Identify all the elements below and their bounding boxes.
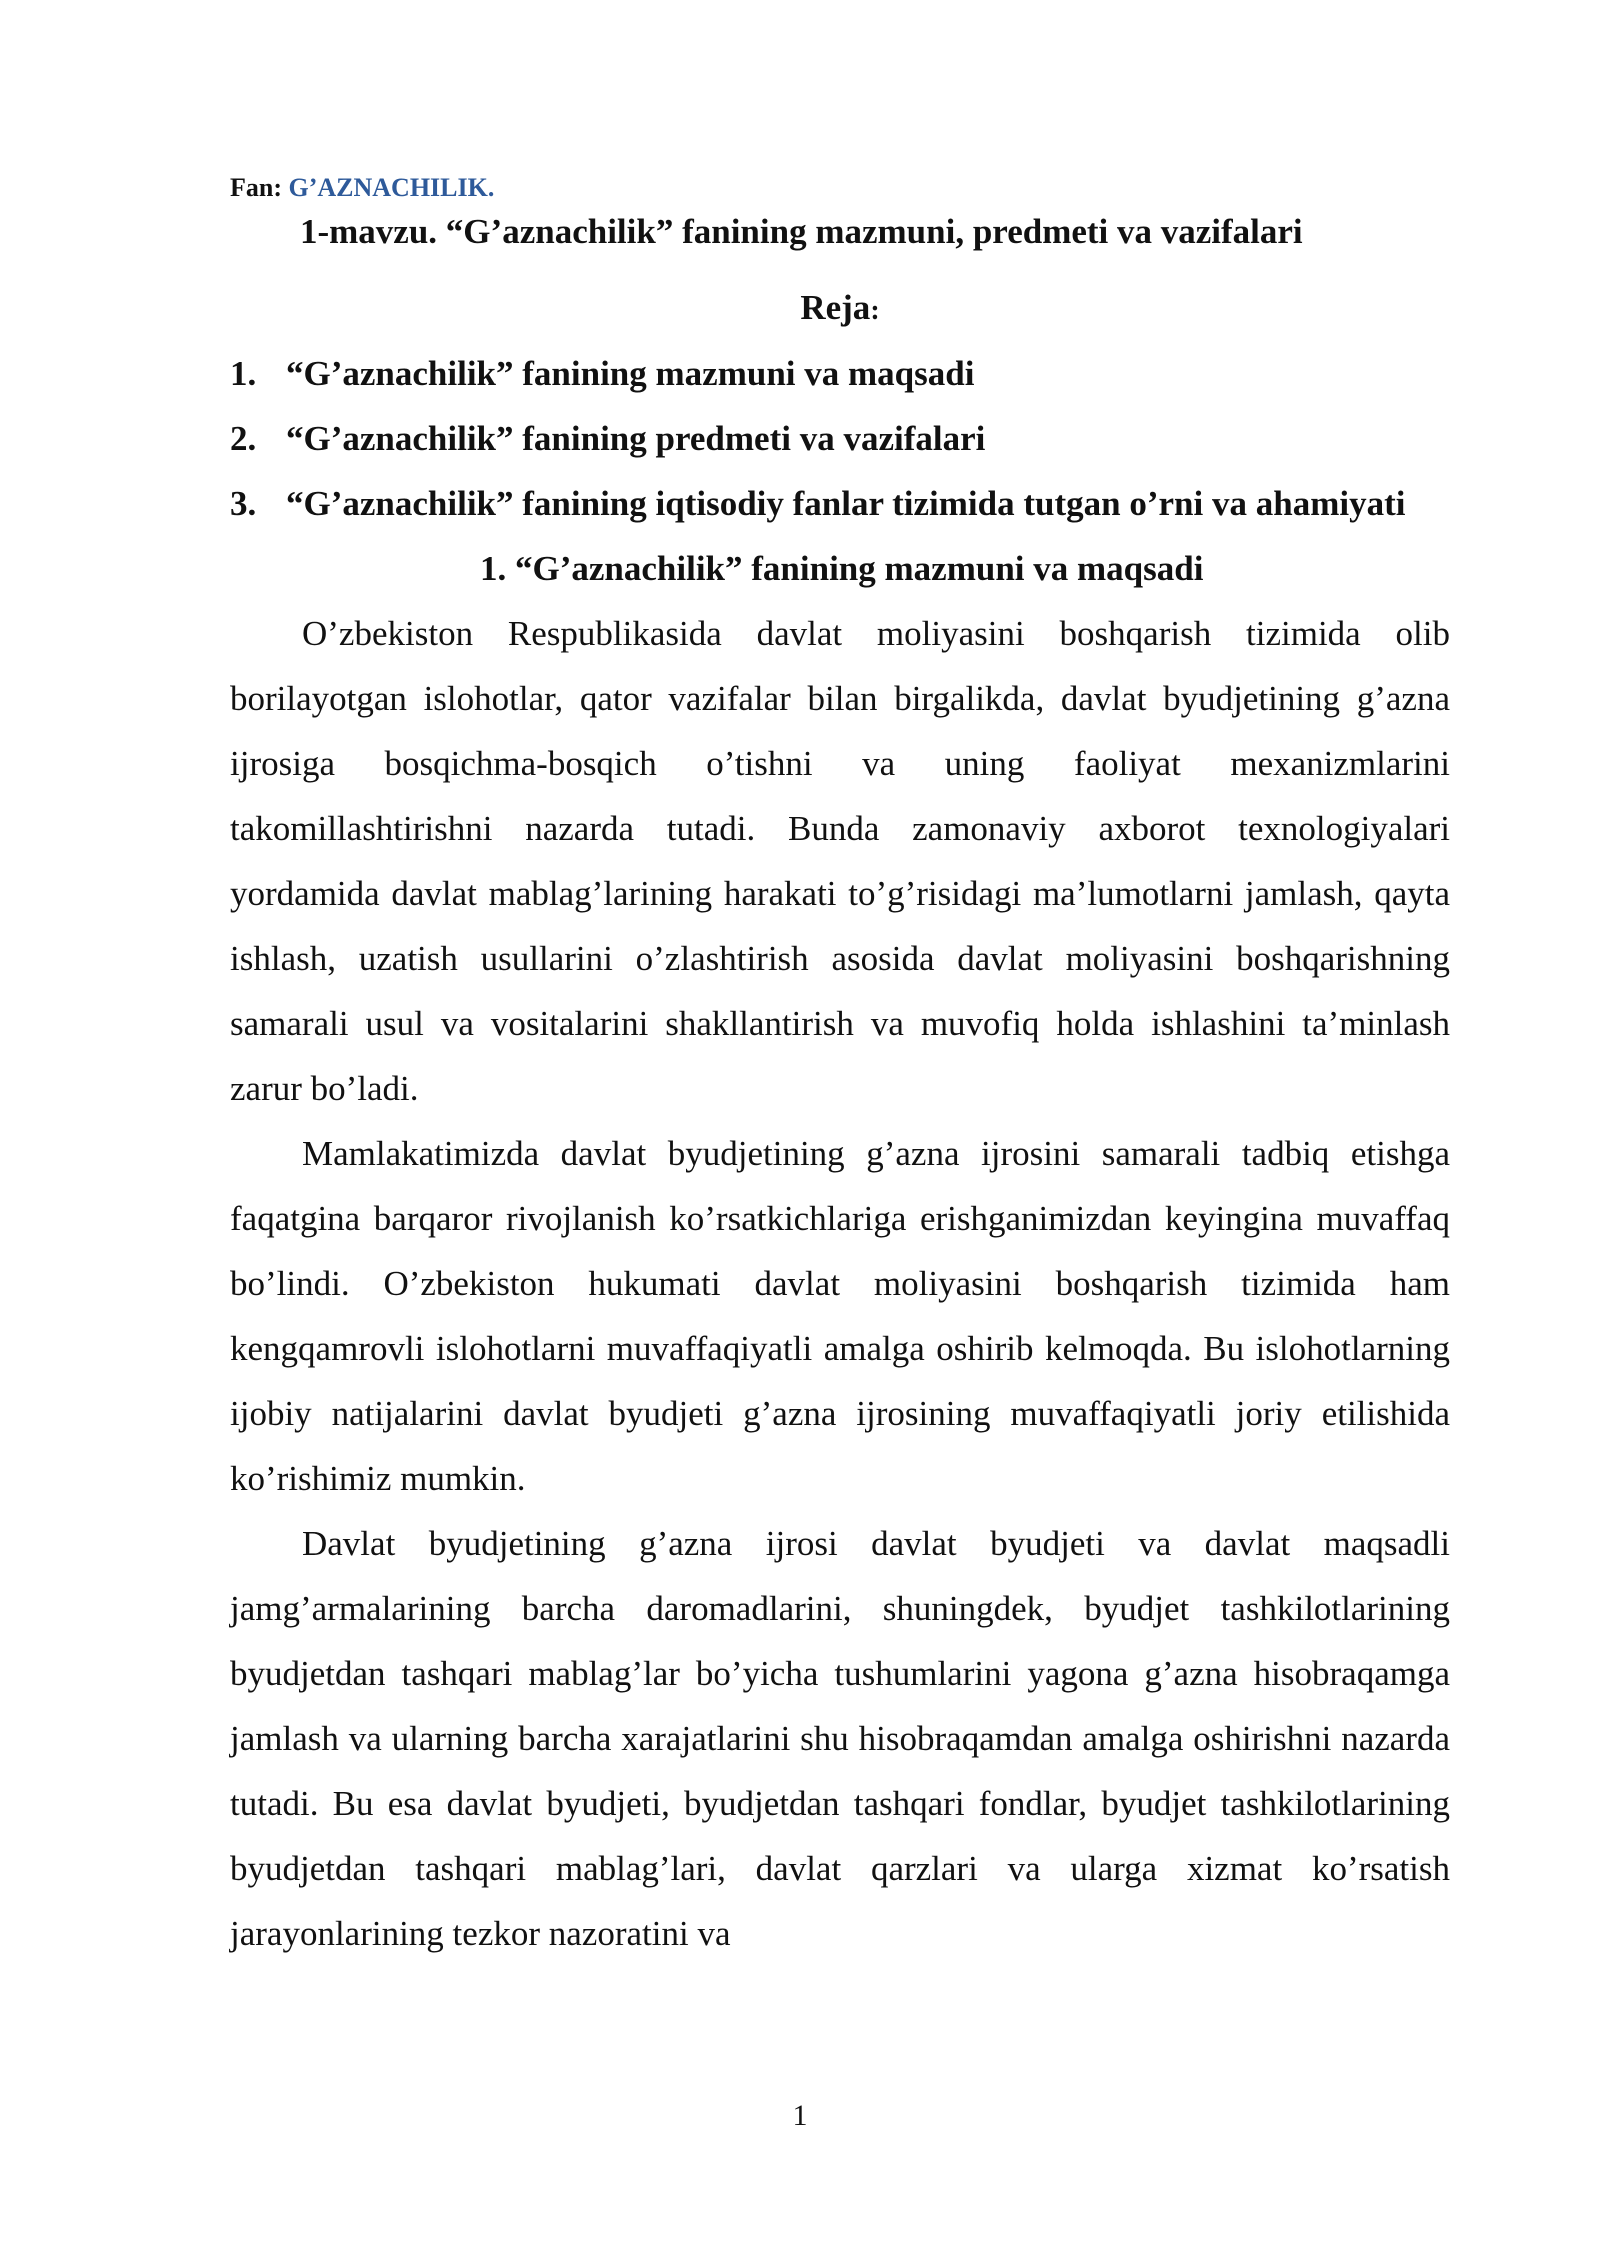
plan-list bbox=[230, 341, 1450, 536]
page-content bbox=[230, 168, 1450, 1966]
plan-title-text: Reja bbox=[800, 288, 871, 327]
page-number: 1 bbox=[792, 2099, 808, 2132]
subject-line bbox=[230, 168, 1450, 208]
plan-item-number: 1. bbox=[230, 354, 257, 393]
plan-item-text: “G’aznachilik” fanining predmeti va vazifalari bbox=[286, 419, 986, 458]
plan-item bbox=[230, 406, 1450, 471]
subject-value: G’AZNACHILIK. bbox=[288, 173, 495, 202]
plan-item bbox=[230, 341, 1450, 406]
body-paragraph: O’zbekiston Respublikasida davlat moliyasini boshqarish tizimida olib borilayotgan islohotlar, qator vazifalar bilan birgalikda, davlat byudjetining g’azna ijrosiga bosqichma-bosqich o’tishni va uning faoliyat mexanizmlarini takomillashtirishni nazarda tutadi. Bunda zamonaviy axborot texnologiyalari yordamida davlat mablag’larining harakati to’g’risidagi ma’lumotlarni jamlash, qayta ishlash, uzatish usullarini o’zlashtirish asosida davlat moliyasini boshqarishning samarali usul va vositalarini shakllantirish va muvofiq holda ishlashini ta’minlash zarur bo’ladi. bbox=[230, 614, 1450, 1108]
body-paragraph: Mamlakatimizda davlat byudjetining g’azna ijrosini samarali tadbiq etishga faqatgina barqaror rivojlanish ko’rsatkichlariga erishganimizdan keyingina muvaffaq bo’lindi. O’zbekiston hukumati davlat moliyasini boshqarish tizimida ham kengqamrovli islohotlarni muvaffaqiyatli amalga oshirib kelmoqda. Bu islohotlarning ijobiy natijalarini davlat byudjeti g’azna ijrosining muvaffaqiyatli joriy etilishida ko’rishimiz mumkin. bbox=[230, 1134, 1450, 1498]
plan-item-number: 2. bbox=[230, 419, 257, 458]
plan-item-text: “G’aznachilik” fanining iqtisodiy fanlar tizimida tutgan o’rni va ahamiyati bbox=[286, 484, 1406, 523]
subject-label: Fan: bbox=[230, 173, 282, 202]
plan-item-number: 3. bbox=[230, 484, 257, 523]
body-paragraph: Davlat byudjetining g’azna ijrosi davlat byudjeti va davlat maqsadli jamg’armalarining barcha daromadlarini, shuningdek, byudjet tashkilotlarining byudjetdan tashqari mablag’lar bo’yicha tushumlarini yagona g’azna hisobraqamga jamlash va ularning barcha xarajatlarini shu hisobraqamdan amalga oshirishni nazarda tutadi. Bu esa davlat byudjeti, byudjetdan tashqari fondlar, byudjet tashkilotlarining byudjetdan tashqari mablag’lari, davlat qarzlari va ularga xizmat ko’rsatish jarayonlarining tezkor nazoratini va bbox=[230, 1524, 1450, 1953]
plan-item-text: “G’aznachilik” fanining mazmuni va maqsadi bbox=[286, 354, 975, 393]
topic-title: 1-mavzu. “G’aznachilik” fanining mazmuni, predmeti va vazifalari bbox=[300, 212, 1303, 251]
plan-title bbox=[230, 284, 1450, 335]
plan-title-colon: : bbox=[870, 295, 880, 326]
plan-item bbox=[230, 471, 1450, 536]
section-heading: 1. “G’aznachilik” fanining mazmuni va maqsadi bbox=[480, 549, 1204, 588]
